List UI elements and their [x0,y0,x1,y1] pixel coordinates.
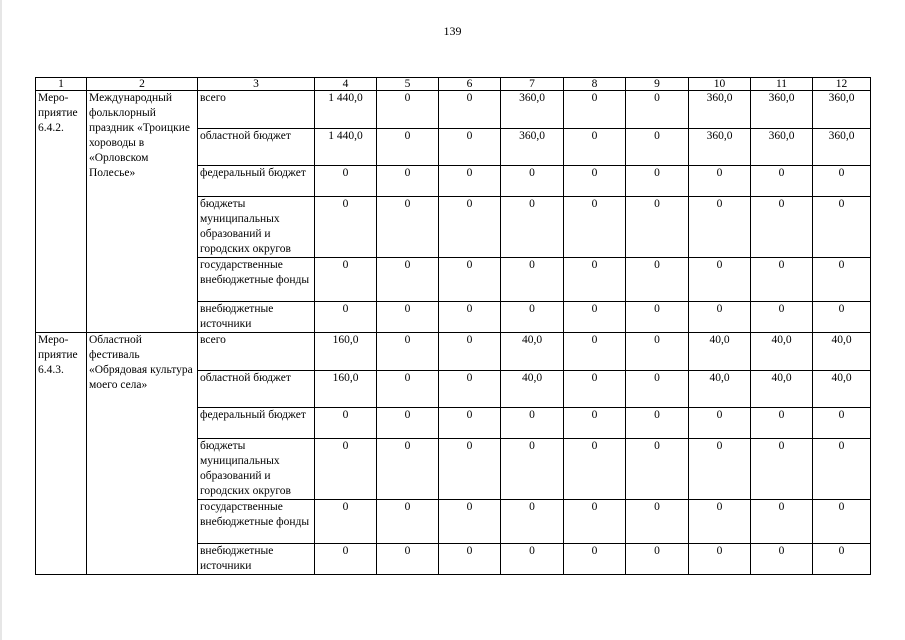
funding-source-cell: областной бюджет [198,371,315,408]
value-cell: 0 [315,166,377,197]
value-cell: 0 [689,166,751,197]
value-cell: 0 [626,197,689,258]
value-cell: 0 [315,302,377,333]
value-cell: 0 [626,258,689,302]
value-cell: 0 [626,500,689,544]
value-cell: 0 [439,408,501,439]
measure-title-cell: Международный фольклорный праздник «Троицкие хороводы в «Орловском Полесье» [87,91,198,333]
value-cell: 0 [626,91,689,129]
page-number: 139 [443,24,462,38]
value-cell: 40,0 [813,333,871,371]
value-cell: 0 [439,197,501,258]
value-cell: 0 [813,258,871,302]
funding-source-cell: федеральный бюджет [198,166,315,197]
value-cell: 0 [689,439,751,500]
value-cell: 0 [439,371,501,408]
funding-source-cell: государственные внебюджетные фонды [198,258,315,302]
value-cell: 0 [813,544,871,575]
value-cell: 0 [377,91,439,129]
value-cell: 0 [689,197,751,258]
value-cell: 0 [439,333,501,371]
value-cell: 40,0 [689,371,751,408]
value-cell: 0 [501,408,564,439]
column-header: 6 [439,78,501,91]
value-cell: 160,0 [315,333,377,371]
value-cell: 0 [626,302,689,333]
value-cell: 0 [564,91,626,129]
table-row [36,91,871,129]
value-cell: 160,0 [315,371,377,408]
value-cell: 0 [501,439,564,500]
value-cell: 0 [564,408,626,439]
column-header: 4 [315,78,377,91]
value-cell: 0 [377,500,439,544]
value-cell: 0 [813,166,871,197]
value-cell: 0 [751,544,813,575]
value-cell: 360,0 [751,129,813,166]
column-header: 10 [689,78,751,91]
value-cell: 0 [813,197,871,258]
value-cell: 0 [751,500,813,544]
value-cell: 0 [377,439,439,500]
value-cell: 0 [439,166,501,197]
value-cell: 0 [315,544,377,575]
value-cell: 0 [626,408,689,439]
value-cell: 0 [315,439,377,500]
value-cell: 0 [564,333,626,371]
value-cell: 360,0 [689,129,751,166]
funding-source-cell: областной бюджет [198,129,315,166]
value-cell: 0 [439,129,501,166]
value-cell: 360,0 [501,91,564,129]
value-cell: 0 [377,302,439,333]
value-cell: 0 [377,166,439,197]
value-cell: 0 [501,166,564,197]
table-body [36,91,871,575]
value-cell: 0 [564,371,626,408]
funding-source-cell: всего [198,333,315,371]
value-cell: 0 [626,371,689,408]
value-cell: 40,0 [501,333,564,371]
value-cell: 0 [501,258,564,302]
table-row [36,333,871,371]
funding-source-cell: внебюджетные источники [198,544,315,575]
value-cell: 0 [501,302,564,333]
value-cell: 0 [689,408,751,439]
value-cell: 0 [751,166,813,197]
value-cell: 40,0 [751,371,813,408]
value-cell: 0 [439,439,501,500]
column-header: 7 [501,78,564,91]
value-cell: 0 [377,197,439,258]
value-cell: 0 [689,500,751,544]
value-cell: 0 [751,197,813,258]
column-header: 1 [36,78,87,91]
value-cell: 0 [689,302,751,333]
column-header: 5 [377,78,439,91]
column-header: 12 [813,78,871,91]
value-cell: 0 [751,302,813,333]
value-cell: 0 [813,439,871,500]
value-cell: 0 [626,544,689,575]
value-cell: 40,0 [689,333,751,371]
value-cell: 0 [751,408,813,439]
value-cell: 40,0 [813,371,871,408]
value-cell: 360,0 [501,129,564,166]
funding-source-cell: бюджеты муниципальных образований и городских округов [198,197,315,258]
value-cell: 0 [439,544,501,575]
value-cell: 0 [377,544,439,575]
value-cell: 40,0 [501,371,564,408]
funding-source-cell: федеральный бюджет [198,408,315,439]
value-cell: 0 [501,500,564,544]
value-cell: 0 [626,166,689,197]
value-cell: 0 [315,500,377,544]
funding-source-cell: внебюджетные источники [198,302,315,333]
value-cell: 0 [377,258,439,302]
value-cell: 0 [439,91,501,129]
page-edge-shadow [0,0,2,640]
value-cell: 0 [751,258,813,302]
column-header: 2 [87,78,198,91]
value-cell: 0 [564,197,626,258]
column-header: 8 [564,78,626,91]
value-cell: 0 [315,408,377,439]
value-cell: 0 [439,258,501,302]
value-cell: 0 [377,371,439,408]
value-cell: 0 [564,129,626,166]
funding-source-cell: всего [198,91,315,129]
value-cell: 0 [377,333,439,371]
value-cell: 0 [377,129,439,166]
value-cell: 0 [377,408,439,439]
value-cell: 0 [564,544,626,575]
value-cell: 0 [626,439,689,500]
measure-title-cell: Областной фестиваль «Обрядовая культура моего села» [87,333,198,575]
column-header: 11 [751,78,813,91]
measure-code-cell: Меро-приятие 6.4.3. [36,333,87,575]
value-cell: 360,0 [689,91,751,129]
value-cell: 0 [751,439,813,500]
value-cell: 0 [689,544,751,575]
funding-source-cell: бюджеты муниципальных образований и городских округов [198,439,315,500]
value-cell: 0 [813,500,871,544]
value-cell: 0 [439,500,501,544]
value-cell: 360,0 [813,91,871,129]
measure-code-cell: Меро-приятие 6.4.2. [36,91,87,333]
value-cell: 0 [564,166,626,197]
column-header: 9 [626,78,689,91]
value-cell: 0 [564,439,626,500]
column-header: 3 [198,78,315,91]
value-cell: 0 [501,197,564,258]
value-cell: 1 440,0 [315,129,377,166]
funding-source-cell: государственные внебюджетные фонды [198,500,315,544]
value-cell: 0 [315,197,377,258]
header-row [36,78,871,91]
value-cell: 0 [501,544,564,575]
value-cell: 360,0 [751,91,813,129]
value-cell: 0 [439,302,501,333]
value-cell: 0 [689,258,751,302]
value-cell: 1 440,0 [315,91,377,129]
value-cell: 0 [564,500,626,544]
value-cell: 0 [564,302,626,333]
value-cell: 40,0 [751,333,813,371]
value-cell: 0 [626,129,689,166]
value-cell: 0 [564,258,626,302]
value-cell: 0 [315,258,377,302]
value-cell: 0 [626,333,689,371]
value-cell: 0 [813,408,871,439]
value-cell: 0 [813,302,871,333]
value-cell: 360,0 [813,129,871,166]
budget-table [35,77,871,575]
